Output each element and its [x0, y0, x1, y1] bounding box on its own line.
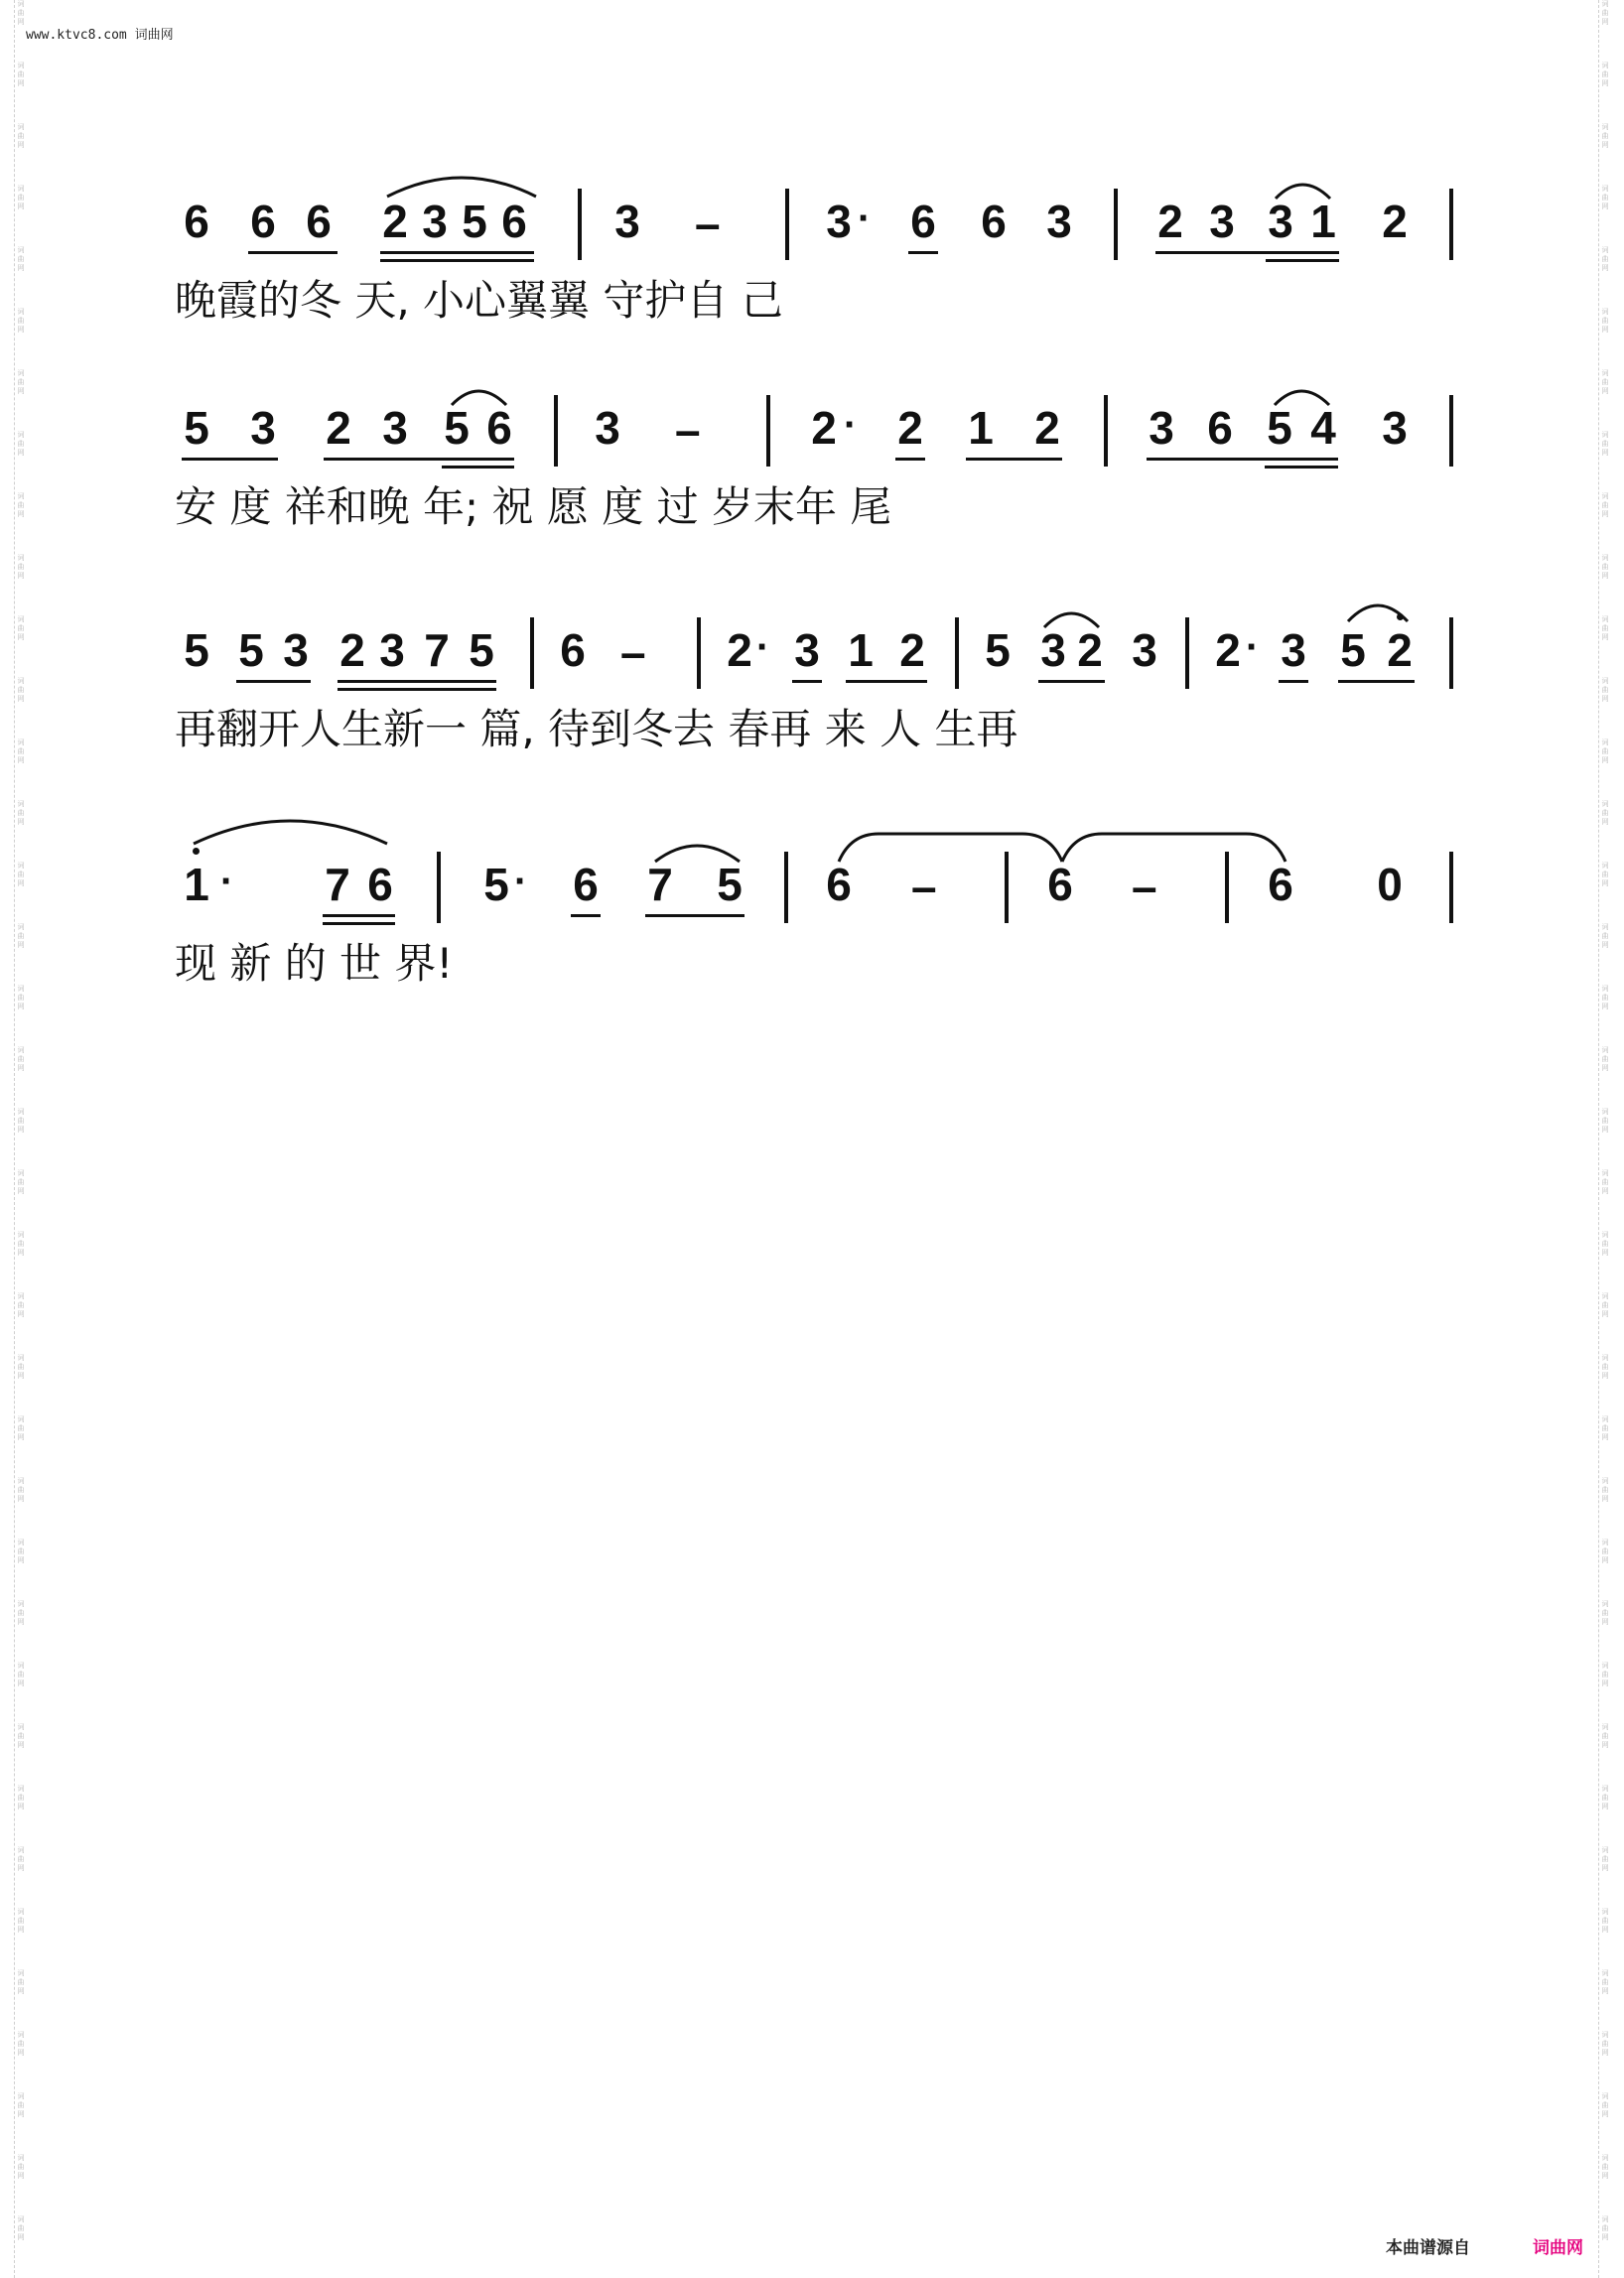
tie: [1062, 834, 1286, 864]
note: 2: [1387, 624, 1413, 676]
barline: [784, 852, 788, 923]
slur: [452, 383, 506, 407]
beam: [338, 680, 496, 683]
note: 5: [238, 624, 264, 676]
note: 5: [184, 624, 209, 676]
note: 6: [1047, 859, 1073, 910]
note: 3: [826, 196, 852, 247]
watermark-text: 词 曲 网: [17, 862, 25, 887]
note: 3: [1132, 624, 1157, 676]
site-header: www.ktvc8.com 词曲网: [26, 28, 174, 43]
note: 6: [1207, 402, 1233, 454]
note: 3: [794, 624, 820, 676]
beam: [1279, 680, 1308, 683]
beam: [323, 914, 395, 917]
watermark-text: 词 曲 网: [1601, 615, 1609, 641]
barline: [578, 189, 582, 260]
aug-dot: ·: [1246, 625, 1260, 669]
beam: [236, 680, 311, 683]
watermark-text: 词 曲 网: [1601, 1723, 1609, 1749]
watermark-text: 词 曲 网: [17, 1046, 25, 1072]
note: 3: [614, 196, 640, 247]
watermark-text: 词 曲 网: [1601, 492, 1609, 518]
aug-dot: ·: [756, 625, 770, 669]
note: 2: [727, 624, 752, 676]
beam: [792, 680, 822, 683]
barline: [1449, 617, 1453, 689]
aug-dot: ·: [514, 860, 528, 903]
note: 5: [985, 624, 1011, 676]
watermark-text: 词 曲 网: [1601, 1415, 1609, 1441]
score-row-2: [0, 402, 1624, 584]
dash: –: [675, 404, 701, 456]
beam: [1155, 251, 1339, 254]
note: 6: [560, 624, 586, 676]
watermark-text: 词 曲 网: [1601, 862, 1609, 887]
note: 5: [444, 402, 470, 454]
footer-source-label: 本曲谱源自: [1386, 2238, 1470, 2258]
watermark-text: 词 曲 网: [17, 492, 25, 518]
barline: [1449, 852, 1453, 923]
watermark-text: 词 曲 网: [1601, 123, 1609, 149]
note: 0: [1377, 859, 1403, 910]
barline: [785, 189, 789, 260]
lyrics-line: 安 度 祥和晚 年; 祝 愿 度 过 岁末年 尾: [175, 482, 892, 531]
watermark-text: 词 曲 网: [1601, 1908, 1609, 1934]
beam: [1147, 458, 1338, 461]
barline: [1114, 189, 1118, 260]
note: 2: [1157, 196, 1183, 247]
slur: [1276, 177, 1330, 201]
note: 2: [1215, 624, 1241, 676]
note: 1: [968, 402, 994, 454]
beam: [323, 922, 395, 925]
note: 1: [848, 624, 874, 676]
note: 3: [379, 624, 405, 676]
beam: [571, 914, 601, 917]
note: 3: [382, 402, 408, 454]
note: 1: [184, 859, 209, 910]
slur: [1275, 383, 1329, 407]
note: 2: [897, 402, 923, 454]
aug-dot: ·: [858, 197, 872, 240]
watermark-text: 词 曲 网: [1601, 0, 1609, 26]
barline: [766, 395, 770, 467]
watermark-text: 词 曲 网: [17, 738, 25, 764]
note: 7: [424, 624, 450, 676]
watermark-text: 词 曲 网: [17, 1723, 25, 1749]
note: 6: [367, 859, 393, 910]
note: 6: [826, 859, 852, 910]
watermark-text: 词 曲 网: [17, 1108, 25, 1134]
watermark-text: 词 曲 网: [17, 800, 25, 826]
note: 7: [647, 859, 673, 910]
note: 7: [325, 859, 350, 910]
note: 3: [422, 196, 448, 247]
lyrics-line: 现 新 的 世 界!: [175, 939, 454, 988]
watermark-text: 词 曲 网: [1601, 1600, 1609, 1626]
slur: [387, 169, 536, 199]
note: 2: [326, 402, 351, 454]
note: 2: [1382, 196, 1408, 247]
watermark-text: 词 曲 网: [1601, 1169, 1609, 1195]
note: 5: [462, 196, 487, 247]
watermark-text: 词 曲 网: [1601, 1231, 1609, 1257]
barline: [437, 852, 441, 923]
beam: [895, 458, 925, 461]
note: 3: [595, 402, 620, 454]
note: 2: [1077, 624, 1103, 676]
watermark-text: 词 曲 网: [1601, 1785, 1609, 1810]
slur: [1348, 598, 1408, 623]
note: 3: [1209, 196, 1235, 247]
watermark-text: 词 曲 网: [17, 0, 25, 26]
watermark-text: 词 曲 网: [1601, 985, 1609, 1010]
aug-dot: ·: [220, 860, 234, 903]
note: 2: [1034, 402, 1060, 454]
note: 6: [573, 859, 599, 910]
note: 3: [283, 624, 309, 676]
watermark-text: 词 曲 网: [1601, 800, 1609, 826]
score-row-4: [0, 859, 1624, 1040]
watermark-text: 词 曲 网: [17, 62, 25, 87]
note: 6: [184, 196, 209, 247]
watermark-text: 词 曲 网: [17, 2154, 25, 2180]
beam: [908, 251, 938, 254]
high-octave-dot: [193, 848, 200, 855]
note: 5: [717, 859, 743, 910]
beam: [1265, 466, 1338, 469]
watermark-text: 词 曲 网: [17, 1477, 25, 1503]
watermark-text: 词 曲 网: [1601, 1292, 1609, 1318]
watermark-text: 词 曲 网: [1601, 677, 1609, 703]
watermark-text: 词 曲 网: [17, 185, 25, 210]
note: 4: [1310, 402, 1336, 454]
note: 6: [910, 196, 936, 247]
watermark-text: 词 曲 网: [1601, 246, 1609, 272]
note: 3: [1268, 196, 1293, 247]
watermark-text: 词 曲 网: [17, 554, 25, 580]
beam: [645, 914, 744, 917]
watermark-text: 词 曲 网: [17, 1600, 25, 1626]
note: 2: [899, 624, 925, 676]
beam: [380, 259, 534, 262]
watermark-text: 词 曲 网: [17, 431, 25, 457]
watermark-text: 词 曲 网: [17, 1908, 25, 1934]
watermark-text: 词 曲 网: [1601, 185, 1609, 210]
note: 6: [306, 196, 332, 247]
note: 1: [1310, 196, 1336, 247]
note: 5: [1267, 402, 1292, 454]
note: 2: [811, 402, 837, 454]
watermark-text: 词 曲 网: [17, 1969, 25, 1995]
watermark-text: 词 曲 网: [17, 1415, 25, 1441]
note: 3: [1281, 624, 1306, 676]
beam: [338, 688, 496, 691]
barline: [1104, 395, 1108, 467]
watermark-text: 词 曲 网: [17, 2215, 25, 2241]
watermark-text: 词 曲 网: [17, 985, 25, 1010]
watermark-text: 词 曲 网: [1601, 1108, 1609, 1134]
beam: [248, 251, 338, 254]
watermark-text: 词 曲 网: [17, 677, 25, 703]
slur: [194, 812, 387, 848]
dash: –: [620, 626, 646, 678]
note: 6: [981, 196, 1007, 247]
watermark-text: 词 曲 网: [1601, 2215, 1609, 2241]
note: 5: [184, 402, 209, 454]
tie: [839, 834, 1062, 864]
dash: –: [695, 198, 721, 249]
beam: [1038, 680, 1105, 683]
note: 3: [1046, 196, 1072, 247]
note: 3: [1149, 402, 1174, 454]
footer-site-link[interactable]: 词曲网: [1533, 2238, 1583, 2258]
barline: [1449, 189, 1453, 260]
watermark-text: 词 曲 网: [1601, 308, 1609, 334]
barline: [1185, 617, 1189, 689]
watermark-text: 词 曲 网: [1601, 2031, 1609, 2057]
watermark-text: 词 曲 网: [17, 123, 25, 149]
watermark-text: 词 曲 网: [17, 1785, 25, 1810]
dash: –: [1132, 861, 1157, 912]
watermark-text: 词 曲 网: [17, 1231, 25, 1257]
watermark-text: 词 曲 网: [1601, 1539, 1609, 1564]
watermark-text: 词 曲 网: [1601, 1662, 1609, 1687]
watermark-text: 词 曲 网: [17, 1169, 25, 1195]
note: 6: [1268, 859, 1293, 910]
watermark-text: 词 曲 网: [17, 615, 25, 641]
watermark-text: 词 曲 网: [17, 1846, 25, 1872]
note: 5: [483, 859, 509, 910]
watermark-text: 词 曲 网: [17, 1662, 25, 1687]
watermark-text: 词 曲 网: [17, 308, 25, 334]
watermark-text: 词 曲 网: [17, 2031, 25, 2057]
note: 5: [1340, 624, 1366, 676]
watermark-text: 词 曲 网: [1601, 62, 1609, 87]
beam: [1338, 680, 1415, 683]
beam: [380, 251, 534, 254]
watermark-text: 词 曲 网: [1601, 738, 1609, 764]
watermark-text: 词 曲 网: [1601, 369, 1609, 395]
beam: [442, 466, 514, 469]
watermark-text: 词 曲 网: [1601, 1046, 1609, 1072]
watermark-text: 词 曲 网: [1601, 554, 1609, 580]
watermark-text: 词 曲 网: [1601, 1846, 1609, 1872]
slur: [655, 838, 740, 864]
watermark-text: 词 曲 网: [1601, 923, 1609, 949]
note: 3: [1040, 624, 1066, 676]
barline: [530, 617, 534, 689]
aug-dot: ·: [844, 403, 858, 447]
score-row-3: [0, 624, 1624, 806]
watermark-text: 词 曲 网: [17, 246, 25, 272]
note: 6: [250, 196, 276, 247]
barline: [554, 395, 558, 467]
beam: [846, 680, 927, 683]
note: 2: [382, 196, 408, 247]
beam: [324, 458, 514, 461]
watermark-text: 词 曲 网: [17, 369, 25, 395]
watermark-text: 词 曲 网: [1601, 1354, 1609, 1380]
note: 3: [1382, 402, 1408, 454]
watermark-text: 词 曲 网: [17, 2092, 25, 2118]
watermark-text: 词 曲 网: [1601, 1477, 1609, 1503]
note: 5: [469, 624, 494, 676]
note: 6: [486, 402, 512, 454]
note: 2: [339, 624, 365, 676]
watermark-text: 词 曲 网: [1601, 2092, 1609, 2118]
watermark-text: 词 曲 网: [17, 1292, 25, 1318]
note: 3: [250, 402, 276, 454]
watermark-text: 词 曲 网: [1601, 1969, 1609, 1995]
watermark-text: 词 曲 网: [17, 1539, 25, 1564]
watermark-text: 词 曲 网: [1601, 431, 1609, 457]
barline: [697, 617, 701, 689]
note: 6: [501, 196, 527, 247]
watermark-text: 词 曲 网: [1601, 2154, 1609, 2180]
dash: –: [911, 861, 937, 912]
beam: [182, 458, 278, 461]
beam: [966, 458, 1062, 461]
slur: [1044, 605, 1099, 629]
watermark-text: 词 曲 网: [17, 923, 25, 949]
barline: [955, 617, 959, 689]
lyrics-line: 再翻开人生新一 篇, 待到冬去 春再 来 人 生再: [175, 705, 1018, 753]
barline: [1449, 395, 1453, 467]
lyrics-line: 晚霞的冬 天, 小心翼翼 守护自 己: [175, 276, 783, 325]
beam: [1266, 259, 1339, 262]
watermark-text: 词 曲 网: [17, 1354, 25, 1380]
